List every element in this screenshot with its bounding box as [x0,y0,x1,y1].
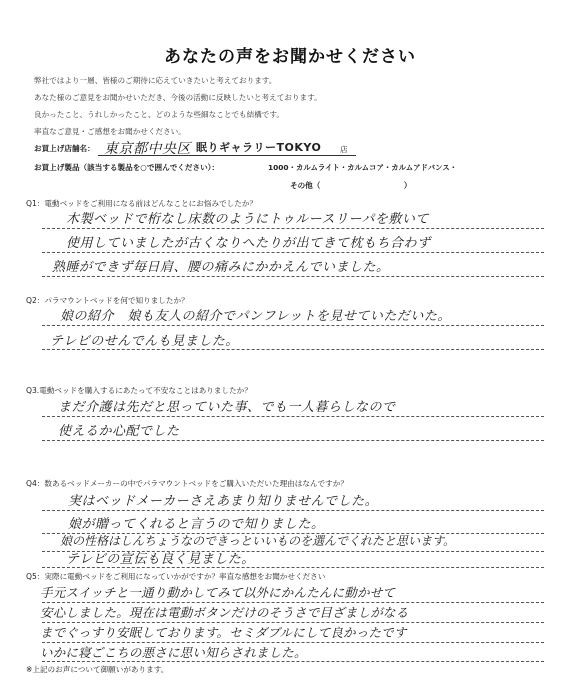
answer-3-line-1: まだ介護は先だと思っていた事、でも一人暮らしなので [58,400,396,415]
answer-rule [42,349,544,350]
intro-line: 良かったこと、うれしかったこと、どのような些細なことでも結構です。 [34,110,284,119]
intro-line: 率直なご意見・ご感想をお聞かせください。 [34,127,186,136]
answer-1-line-2: 使用していましたが古くなりへたりが出てきて枕もち合わず [66,236,431,251]
store-value: 東京都中央区 [104,141,191,157]
question-2: Q2：パラマウントベッドを何で知りましたか？ [26,296,189,305]
page-title: あなたの声をお聞かせください [164,47,416,67]
store-underline [98,155,356,156]
answer-4-line-2: 娘が贈ってくれると言うので知りました。 [68,517,325,532]
answer-4-line-1: 実はベッドメーカーさえあまり知りませんでした。 [68,494,379,509]
intro-line: あなた様のご意見をお聞かせいただき、今後の活動に反映したいと考えております。 [34,93,322,102]
answer-rule [42,416,544,417]
intro-line: 弊社ではより一層、皆様のご期待に応えていきたいと考えております。 [34,76,277,85]
answer-5-line-2: 安心しました。現在は電動ボタンだけのそうさで目ざましがなる [40,605,409,620]
answer-rule [42,661,544,662]
question-5: Q5：実際に電動ベッドをご利用になっていかがですか？率直な感想をお聞かせください [26,572,326,581]
answer-1-line-1: 木製ベッドで桁なし床数のようにトゥルースリーパを敷いて [66,212,429,227]
product-other: その他（ ） [290,181,412,190]
answer-3-line-2: 使えるか心配でした [58,424,180,439]
answer-5-line-3: までぐっすり安眠しております。セミダブルにして良かったです [40,625,407,640]
answer-5-line-4: いかに寝ごこちの悪さに思い知らされました。 [40,645,307,660]
product-options: 1000・カルムライト・カルムコア・カルムアドバンス・ [268,163,458,172]
answer-rule [42,567,544,568]
answer-1-line-3: 熟睡ができず毎日肩、腰の痛みにかかえんでいました。 [52,260,390,275]
store-stamp: 眠りギャラリーTOKYO [196,141,322,154]
answer-rule [42,276,544,277]
answer-rule [42,252,544,253]
store-label: お買上げ店舗名： [34,144,95,153]
question-1: Q1：電動ベッドをご利用になる前はどんなことにお悩みでしたか？ [26,199,258,208]
answer-rule [42,510,544,511]
product-label: お買上げ製品（該当する製品を○で囲んでください）： [34,163,220,172]
question-3: Q3.電動ベッドを購入するにあたって不安なことはありましたか？ [26,386,252,395]
answer-rule [42,325,544,326]
store-suffix: 店 [340,145,348,154]
answer-5-line-1: 手元スイッチと一通り動かしてみて以外にかんたんに動かせて [40,585,396,600]
answer-4-line-4: テレビの宣伝も良く見ました。 [66,552,255,567]
answer-rule [42,440,544,441]
footer-note: ※上記のお声について御願いがあります。 [26,665,169,674]
answer-4-line-3: 娘の性格はしんちょうなのできっといいものを選んでくれたと思います。 [60,534,456,548]
answer-2-line-2: テレビのせんでんも見ました。 [50,334,239,349]
answer-rule [42,228,544,229]
answer-2-line-1: 娘の紹介 娘も友人の紹介でパンフレットを見せていただいた。 [60,309,451,324]
question-4: Q4：数あるベッドメーカーの中でパラマウントベッドをご購入いただいた理由はなんですか？ [26,479,348,488]
